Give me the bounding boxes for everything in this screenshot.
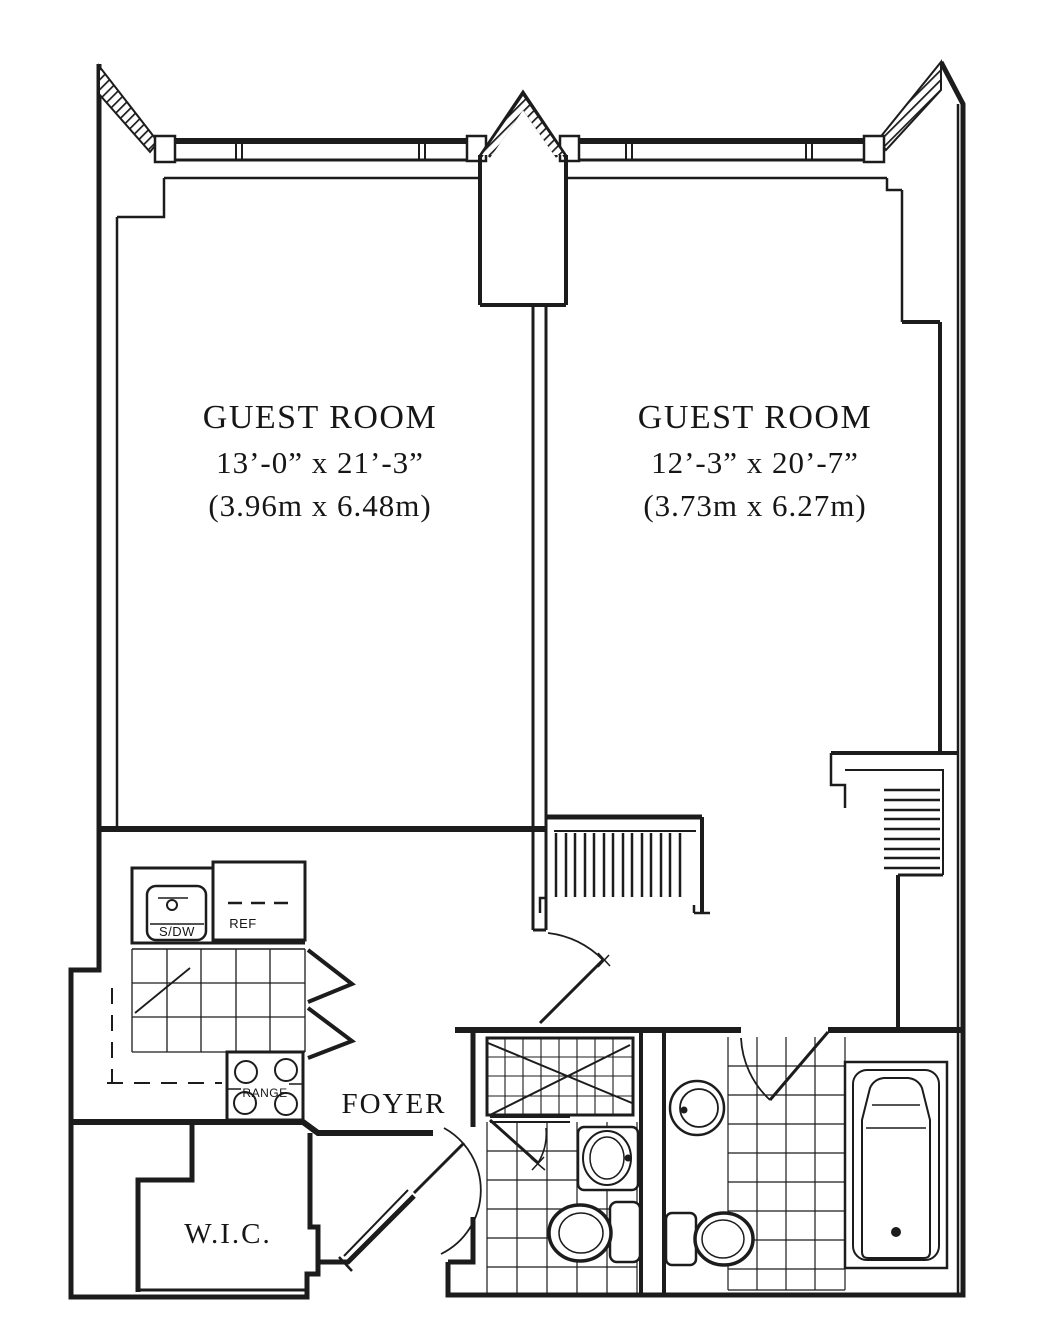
kitchen-bifold-door xyxy=(308,950,352,1002)
refrigerator-label: REF xyxy=(229,916,257,931)
kitchen-bifold-door xyxy=(308,1008,352,1058)
faucet-icon xyxy=(625,1155,632,1162)
shower-door-arc xyxy=(538,1128,546,1163)
window-bands xyxy=(155,136,884,162)
guest-room-right-imperial: 12’-3” x 20’-7” xyxy=(651,445,859,480)
corner-window-ne xyxy=(878,62,941,150)
door-leaf-right-room xyxy=(540,960,603,1023)
bathtub xyxy=(845,1062,947,1268)
bathroom-2 xyxy=(666,1037,947,1290)
exterior-walls xyxy=(71,62,963,1297)
wic-label: W.I.C. xyxy=(184,1218,272,1250)
bathroom-1 xyxy=(487,1038,640,1295)
guest-room-left-imperial: 13’-0” x 21’-3” xyxy=(216,445,424,480)
faucet-icon xyxy=(681,1107,688,1114)
kitchen xyxy=(107,862,352,1120)
kitchen-floor-tiles xyxy=(132,949,305,1052)
foyer-label: FOYER xyxy=(341,1088,447,1120)
center-pillar xyxy=(480,93,566,305)
shower-door-leaf xyxy=(490,1120,538,1163)
guest-room-right-name: GUEST ROOM xyxy=(637,399,873,436)
bath1-toilet xyxy=(549,1202,640,1262)
corner-window-nw xyxy=(99,66,158,152)
faucet-icon xyxy=(167,900,177,910)
sink-dishwasher-label: S/DW xyxy=(159,924,195,939)
guest-room-left-name: GUEST ROOM xyxy=(202,399,438,436)
guest-room-left-metric: (3.96m x 6.48m) xyxy=(208,488,432,523)
entry-door-leaf xyxy=(414,1143,464,1193)
bath1-sink xyxy=(578,1127,638,1190)
bath2-door-arc xyxy=(741,1038,770,1100)
bath2-sink xyxy=(670,1081,724,1135)
drain-icon xyxy=(891,1227,901,1237)
guest-room-right-metric: (3.73m x 6.27m) xyxy=(643,488,867,523)
closet-b-shelf-stripes xyxy=(884,790,940,868)
range-label: RANGE xyxy=(242,1086,288,1100)
closet-a-hanging-stripes xyxy=(556,833,680,897)
bath2-toilet xyxy=(666,1213,753,1265)
door-arc-right-room xyxy=(548,933,603,960)
refrigerator xyxy=(213,862,305,940)
